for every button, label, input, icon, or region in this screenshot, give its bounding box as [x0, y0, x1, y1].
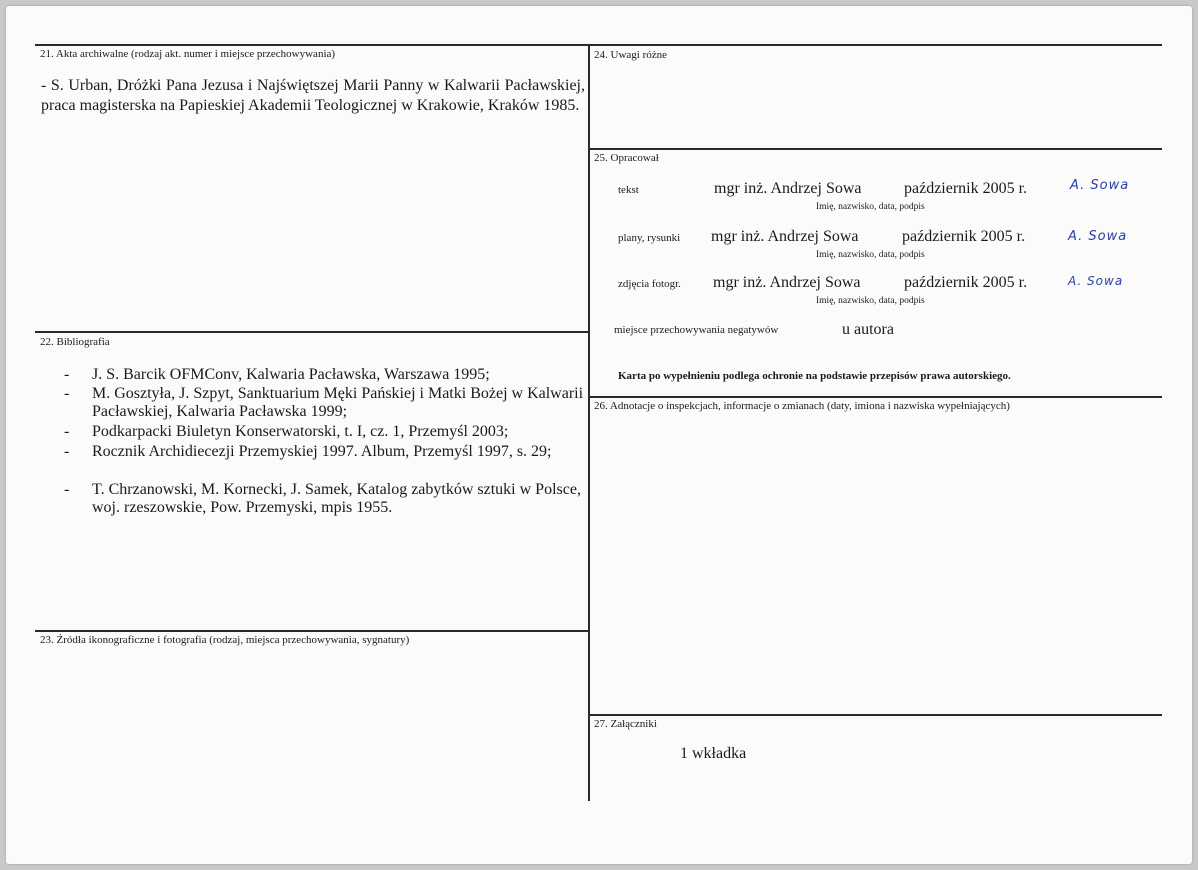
prepared-date: październik 2005 r. [904, 180, 1028, 197]
prepared-row-drawings [618, 228, 1178, 264]
section-21-text: - S. Urban, Dróżki Pana Jezusa i Najświętszej Marii Panny w Kalwarii Pacławskiej, praca magisterska na Papieskiej Akademii Teologicznej w Krakowie, Kraków 1985. [41, 77, 585, 114]
section-21-label: 21. Akta archiwalne (rodzaj akt. numer i miejsce przechowywania) [40, 48, 336, 60]
divider-27-top [590, 714, 1162, 716]
bibliography-item: - Podkarpacki Biuletyn Konserwatorski, t. I, cz. 1, Przemyśl 2003; [60, 423, 590, 443]
negatives-label: miejsce przechowywania negatywów [614, 324, 779, 336]
section-26-label: 26. Adnotacje o inspekcjach, informacje o zmianach (daty, imiona i nazwiska wypełniających) [594, 400, 1010, 412]
prepared-sublabel: Imię, nazwisko, data, podpis [816, 296, 925, 306]
bibliography-item: - M. Gosztyła, J. Szpyt, Sanktuarium Męki Pańskiej i Matki Bożej w Kalwarii Pacławskiej, Kalwaria Pacławska 1999; [60, 385, 590, 423]
section-27-label: 27. Załączniki [594, 718, 657, 730]
divider-24-top [590, 44, 1162, 46]
section-24-label: 24. Uwagi różne [594, 49, 668, 61]
prepared-row-photos [618, 274, 1178, 310]
section-22-label: 22. Bibliografia [40, 336, 110, 348]
signature: A. Sowa [1068, 229, 1128, 244]
bibliography-item: - T. Chrzanowski, M. Kornecki, J. Samek, Katalog zabytków sztuki w Polsce, woj. rzeszowskie, Pow. Przemyski, mpis 1955. [60, 481, 590, 517]
prepared-name: mgr inż. Andrzej Sowa [713, 274, 861, 291]
section-23-label: 23. Źródła ikonograficzne i fotografia (rodzaj, miejsca przechowywania, sygnatury) [40, 634, 410, 646]
prepared-date: październik 2005 r. [904, 274, 1028, 291]
prepared-category: plany, rysunki [618, 232, 681, 244]
bibliography-list [60, 366, 590, 517]
divider-22-top [35, 331, 588, 333]
prepared-name: mgr inż. Andrzej Sowa [714, 180, 862, 197]
prepared-row-text [618, 180, 1178, 216]
bibliography-item: - J. S. Barcik OFMConv, Kalwaria Pacławska, Warszawa 1995; [60, 366, 590, 385]
signature: A. Sowa [1070, 178, 1130, 193]
prepared-name: mgr inż. Andrzej Sowa [711, 228, 859, 245]
prepared-category: tekst [618, 184, 639, 196]
attachments-value: 1 wkładka [680, 745, 747, 762]
divider-23-top [35, 630, 588, 632]
negatives-value: u autora [842, 321, 894, 338]
copyright-notice: Karta po wypełnieniu podlega ochronie na podstawie przepisów prawa autorskiego. [618, 370, 1011, 382]
prepared-date: październik 2005 r. [902, 228, 1026, 245]
divider-26-top [590, 396, 1162, 398]
signature: A. Sowa [1068, 274, 1124, 288]
prepared-sublabel: Imię, nazwisko, data, podpis [816, 202, 925, 212]
prepared-sublabel: Imię, nazwisko, data, podpis [816, 250, 925, 260]
bibliography-item: - Rocznik Archidiecezji Przemyskiej 1997. Album, Przemyśl 1997, s. 29; [60, 443, 590, 481]
section-25-label: 25. Opracował [594, 152, 659, 164]
divider-21-top [35, 44, 588, 46]
divider-25-top [590, 148, 1162, 150]
prepared-category: zdjęcia fotogr. [618, 278, 681, 290]
